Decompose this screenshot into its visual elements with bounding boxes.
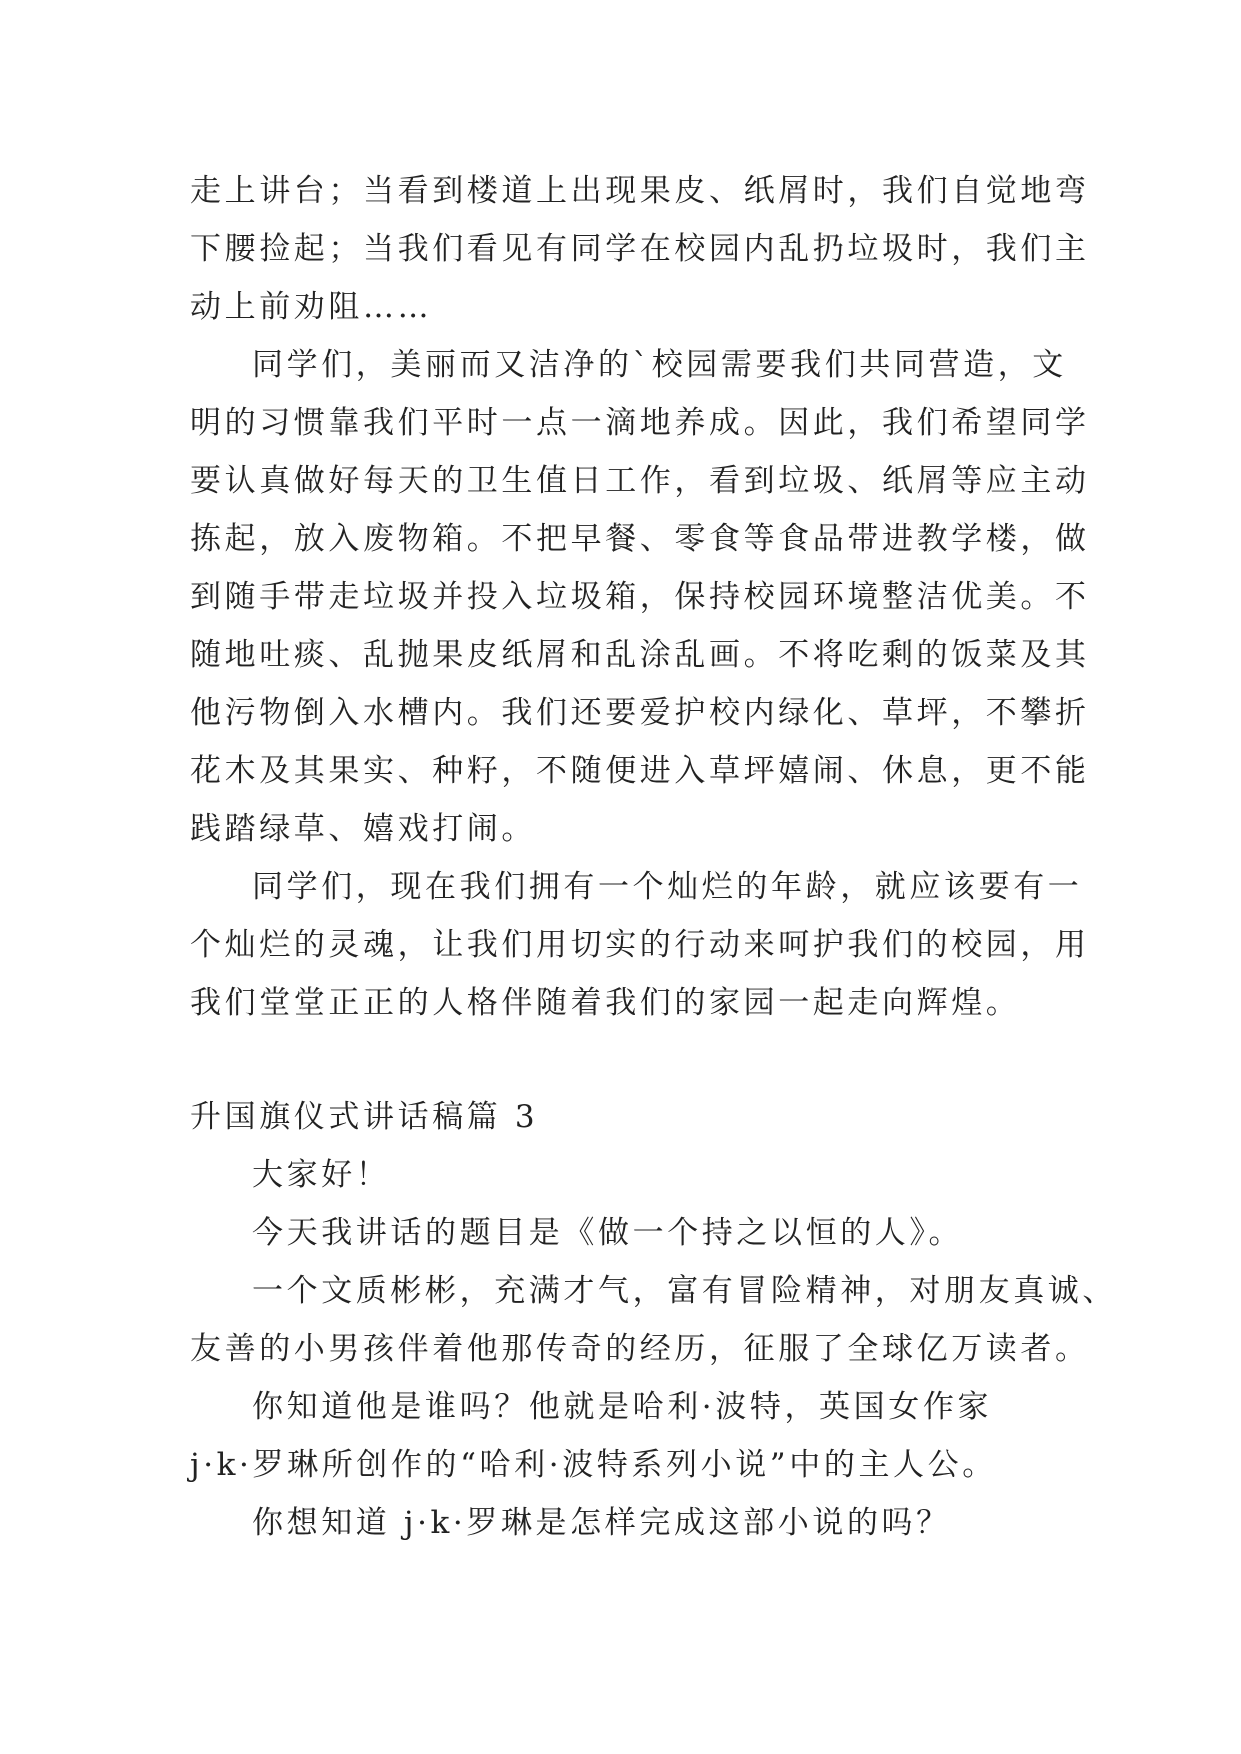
paragraph-first-line: 你知道他是谁吗？他就是哈利·波特，英国女作家 <box>252 1389 993 1425</box>
paragraph-first-line: 你想知道 j·k·罗琳是怎样完成这部小说的吗？ <box>252 1505 951 1541</box>
text-line: 明的习惯靠我们平时一点一滴地养成。因此，我们希望同学 <box>190 405 1090 441</box>
paragraph-first-line: 今天我讲话的题目是《做一个持之以恒的人》。 <box>252 1215 964 1251</box>
paragraph-first-line: 大家好！ <box>252 1157 391 1193</box>
text-line: 要认真做好每天的卫生值日工作，看到垃圾、纸屑等应主动 <box>190 463 1090 499</box>
text-line: 我们堂堂正正的人格伴随着我们的家园一起走向辉煌。 <box>190 985 1021 1021</box>
text-line: 花木及其果实、种籽，不随便进入草坪嬉闹、休息，更不能 <box>190 753 1090 789</box>
paragraph-first-line: 一个文质彬彬，充满才气，富有冒险精神，对朋友真诚、 <box>252 1273 1117 1309</box>
paragraph-first-line: 同学们，现在我们拥有一个灿烂的年龄，就应该要有一 <box>252 869 1083 905</box>
text-line: 践踏绿草、嬉戏打闹。 <box>190 811 536 847</box>
text-line: 动上前劝阻…… <box>190 289 433 325</box>
text-line: 拣起，放入废物箱。不把早餐、零食等食品带进教学楼，做 <box>190 521 1090 557</box>
text-line: 走上讲台；当看到楼道上出现果皮、纸屑时，我们自觉地弯 <box>190 173 1090 209</box>
text-line: 下腰捡起；当我们看见有同学在校园内乱扔垃圾时，我们主 <box>190 231 1090 267</box>
text-line: 随地吐痰、乱抛果皮纸屑和乱涂乱画。不将吃剩的饭菜及其 <box>190 637 1090 673</box>
paragraph-first-line: 同学们，美丽而又洁净的`校园需要我们共同营造，文 <box>252 347 1067 383</box>
section-heading: 升国旗仪式讲话稿篇 3 <box>190 1099 539 1135</box>
text-line: j·k·罗琳所创作的“哈利·波特系列小说”中的主人公。 <box>190 1447 997 1483</box>
text-line: 到随手带走垃圾并投入垃圾箱，保持校园环境整洁优美。不 <box>190 579 1090 615</box>
text-line: 他污物倒入水槽内。我们还要爱护校内绿化、草坪，不攀折 <box>190 695 1090 731</box>
text-line: 友善的小男孩伴着他那传奇的经历，征服了全球亿万读者。 <box>190 1331 1090 1367</box>
text-line: 个灿烂的灵魂，让我们用切实的行动来呵护我们的校园，用 <box>190 927 1090 963</box>
